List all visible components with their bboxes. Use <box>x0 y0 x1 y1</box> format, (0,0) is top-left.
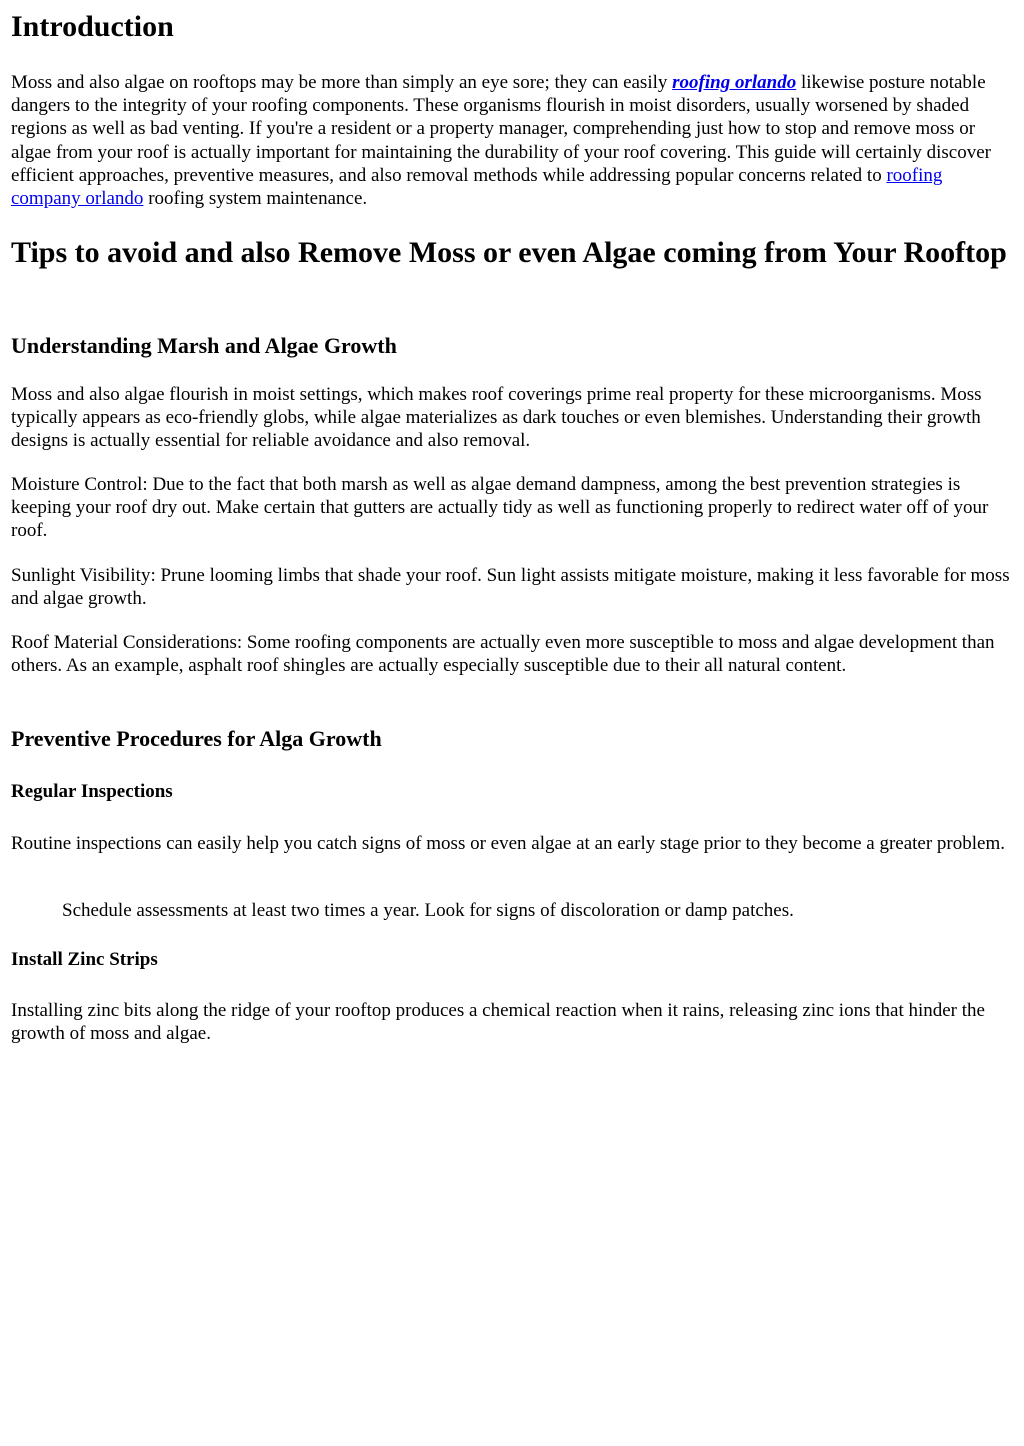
roofing-orlando-link[interactable]: roofing orlando <box>672 72 797 93</box>
regular-inspections-heading: Regular Inspections <box>11 781 173 802</box>
understanding-heading: Understanding Marsh and Algae Growth <box>11 333 397 358</box>
introduction-text-end: roofing system maintenance. <box>143 188 368 210</box>
regular-inspections-paragraph: Routine inspections can easily help you catch signs of moss or even algae at an early stage prior to they become a greater problem. <box>11 833 1006 854</box>
introduction-text-middle: likewise posture notable dangers to the integrity of your roofing components. These organisms flourish in moist disorders, usually worsened by shaded regions as well as bad venting. If you're a resident or a property manager, comprehending just how to stop and remove moss or algae from your roof is actually important for maintaining the durability of your roof covering. This guide will certainly discover efficient approaches, preventive measures, and also removal methods while addressing popular concerns related to <box>11 72 991 186</box>
introduction-heading: Introduction <box>11 10 174 43</box>
roof-material-paragraph: Roof Material Considerations: Some roofing components are actually even more susceptible to moss and algae development than others. As an example, asphalt roof shingles are actually especially susceptible due to their all natural content. <box>11 632 995 677</box>
roofing-company-orlando-link[interactable]: roofing company orlando <box>11 164 943 210</box>
introduction-paragraph <box>11 71 1013 210</box>
preventive-heading: Preventive Procedures for Alga Growth <box>11 726 382 751</box>
understanding-paragraph: Moss and also algae flourish in moist settings, which makes roof coverings prime real property for these microorganisms. Moss typically appears as eco-friendly globs, while algae materializes as dark touches or even blemishes. Understanding their growth designs is actually essential for reliable avoidance and also removal. <box>11 384 982 452</box>
schedule-blockquote: Schedule assessments at least two times a year. Look for signs of discoloration or damp patches. <box>62 900 794 921</box>
zinc-strips-paragraph: Installing zinc bits along the ridge of your rooftop produces a chemical reaction when it rains, releasing zinc ions that hinder the growth of moss and algae. <box>11 1000 985 1045</box>
zinc-strips-heading: Install Zinc Strips <box>11 949 158 970</box>
introduction-text-start: Moss and also algae on rooftops may be more than simply an eye sore; they can easily <box>11 72 673 93</box>
moisture-control-paragraph: Moisture Control: Due to the fact that both marsh as well as algae demand dampness, among the best prevention strategies is keeping your roof dry out. Make certain that gutters are actually tidy as well as functioning properly to redirect water off of your roof. <box>11 474 989 542</box>
sunlight-visibility-paragraph: Sunlight Visibility: Prune looming limbs that shade your roof. Sun light assists mitigate moisture, making it less favorable for moss and algae growth. <box>11 565 1010 610</box>
tips-heading: Tips to avoid and also Remove Moss or even Algae coming from Your Rooftop <box>11 236 1007 269</box>
